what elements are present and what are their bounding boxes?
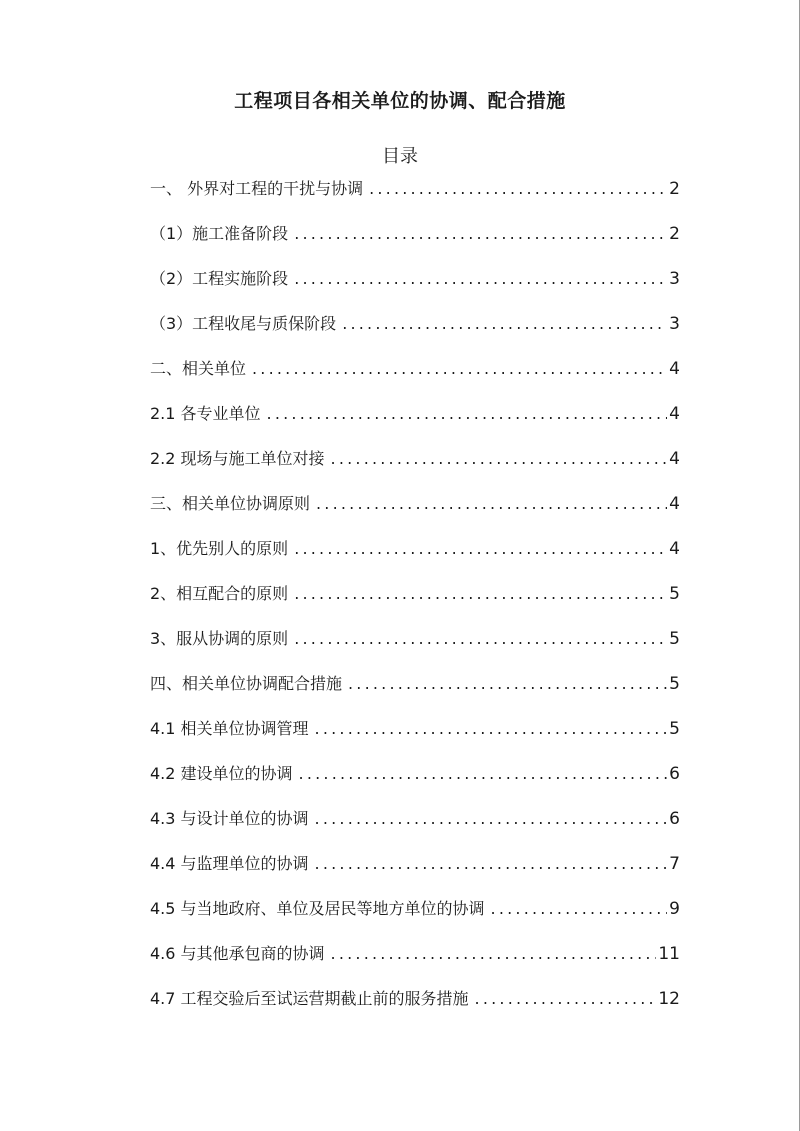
toc-dot-leader — [252, 356, 667, 382]
toc-entry[interactable] — [150, 311, 680, 356]
toc-entry-label: 1、优先别人的原则 — [150, 539, 289, 558]
toc-entry-page: 5 — [669, 584, 680, 604]
toc-dot-leader — [299, 761, 668, 787]
toc-entry-page: 2 — [669, 179, 680, 199]
toc-entry-page: 4 — [669, 494, 680, 514]
toc-entry-label: 2.1 各专业单位 — [150, 404, 261, 423]
toc-dot-leader — [294, 536, 667, 562]
toc-entry-page: 5 — [669, 719, 680, 739]
toc-entry-page: 4 — [669, 539, 680, 559]
toc-entry-label: 2.2 现场与施工单位对接 — [150, 449, 325, 468]
toc-entry-label: 三、相关单位协调原则 — [150, 494, 311, 513]
toc-dot-leader — [348, 671, 667, 697]
toc-entry[interactable] — [150, 581, 680, 626]
document-title: 工程项目各相关单位的协调、配合措施 — [234, 90, 566, 112]
toc-dot-leader — [294, 626, 667, 652]
toc-entry[interactable] — [150, 806, 680, 851]
toc-entry-page: 11 — [658, 944, 680, 964]
toc-entry-label: 3、服从协调的原则 — [150, 629, 289, 648]
toc-entry[interactable] — [150, 221, 680, 266]
toc-entry-page: 5 — [669, 674, 680, 694]
toc-entry[interactable] — [150, 356, 680, 401]
toc-entry[interactable] — [150, 986, 680, 1031]
toc-entry-page: 6 — [669, 809, 680, 829]
toc-entry[interactable] — [150, 896, 680, 941]
toc-entry-label: 一、 外界对工程的干扰与协调 — [150, 179, 364, 198]
toc-entry-label: 4.6 与其他承包商的协调 — [150, 944, 325, 963]
toc-entry-page: 7 — [669, 854, 680, 874]
toc-dot-leader — [331, 941, 657, 967]
toc-dot-leader — [475, 986, 657, 1012]
toc-entry[interactable] — [150, 446, 680, 491]
toc-entry-label: 4.5 与当地政府、单位及居民等地方单位的协调 — [150, 899, 485, 918]
toc-entry-label: （3）工程收尾与质保阶段 — [150, 314, 337, 333]
toc-dot-leader — [342, 311, 667, 337]
toc-entry-page: 6 — [669, 764, 680, 784]
toc-entry-label: 二、相关单位 — [150, 359, 247, 378]
toc-entry-label: 四、相关单位协调配合措施 — [150, 674, 343, 693]
toc-entry-page: 4 — [669, 449, 680, 469]
toc-dot-leader — [369, 176, 667, 202]
toc-entry[interactable] — [150, 626, 680, 671]
toc-entry[interactable] — [150, 176, 680, 221]
toc-entry[interactable] — [150, 536, 680, 581]
toc-entry-label: 4.2 建设单位的协调 — [150, 764, 293, 783]
toc-heading: 目录 — [382, 146, 418, 167]
toc-entry-page: 2 — [669, 224, 680, 244]
toc-dot-leader — [316, 491, 667, 517]
toc-entry[interactable] — [150, 716, 680, 761]
toc-entry-page: 4 — [669, 359, 680, 379]
table-of-contents — [150, 176, 680, 1031]
toc-entry[interactable] — [150, 266, 680, 311]
toc-entry-label: 4.3 与设计单位的协调 — [150, 809, 309, 828]
toc-entry-page: 12 — [658, 989, 680, 1009]
toc-entry-page: 9 — [669, 899, 680, 919]
toc-entry-page: 5 — [669, 629, 680, 649]
toc-dot-leader — [315, 806, 668, 832]
toc-dot-leader — [267, 401, 668, 427]
toc-entry-page: 4 — [669, 404, 680, 424]
toc-entry[interactable] — [150, 761, 680, 806]
toc-entry-label: （2）工程实施阶段 — [150, 269, 289, 288]
toc-entry-label: （1）施工准备阶段 — [150, 224, 289, 243]
toc-dot-leader — [294, 266, 667, 292]
toc-dot-leader — [294, 581, 667, 607]
toc-entry-label: 4.4 与监理单位的协调 — [150, 854, 309, 873]
toc-entry[interactable] — [150, 941, 680, 986]
toc-entry[interactable] — [150, 491, 680, 536]
toc-entry[interactable] — [150, 401, 680, 446]
toc-dot-leader — [331, 446, 668, 472]
toc-entry-page: 3 — [669, 314, 680, 334]
toc-dot-leader — [491, 896, 668, 922]
toc-entry[interactable] — [150, 851, 680, 896]
toc-dot-leader — [315, 851, 668, 877]
toc-dot-leader — [294, 221, 667, 247]
toc-entry[interactable] — [150, 671, 680, 716]
toc-entry-page: 3 — [669, 269, 680, 289]
toc-dot-leader — [315, 716, 668, 742]
toc-entry-label: 4.1 相关单位协调管理 — [150, 719, 309, 738]
toc-entry-label: 4.7 工程交验后至试运营期截止前的服务措施 — [150, 989, 469, 1008]
toc-entry-label: 2、相互配合的原则 — [150, 584, 289, 603]
